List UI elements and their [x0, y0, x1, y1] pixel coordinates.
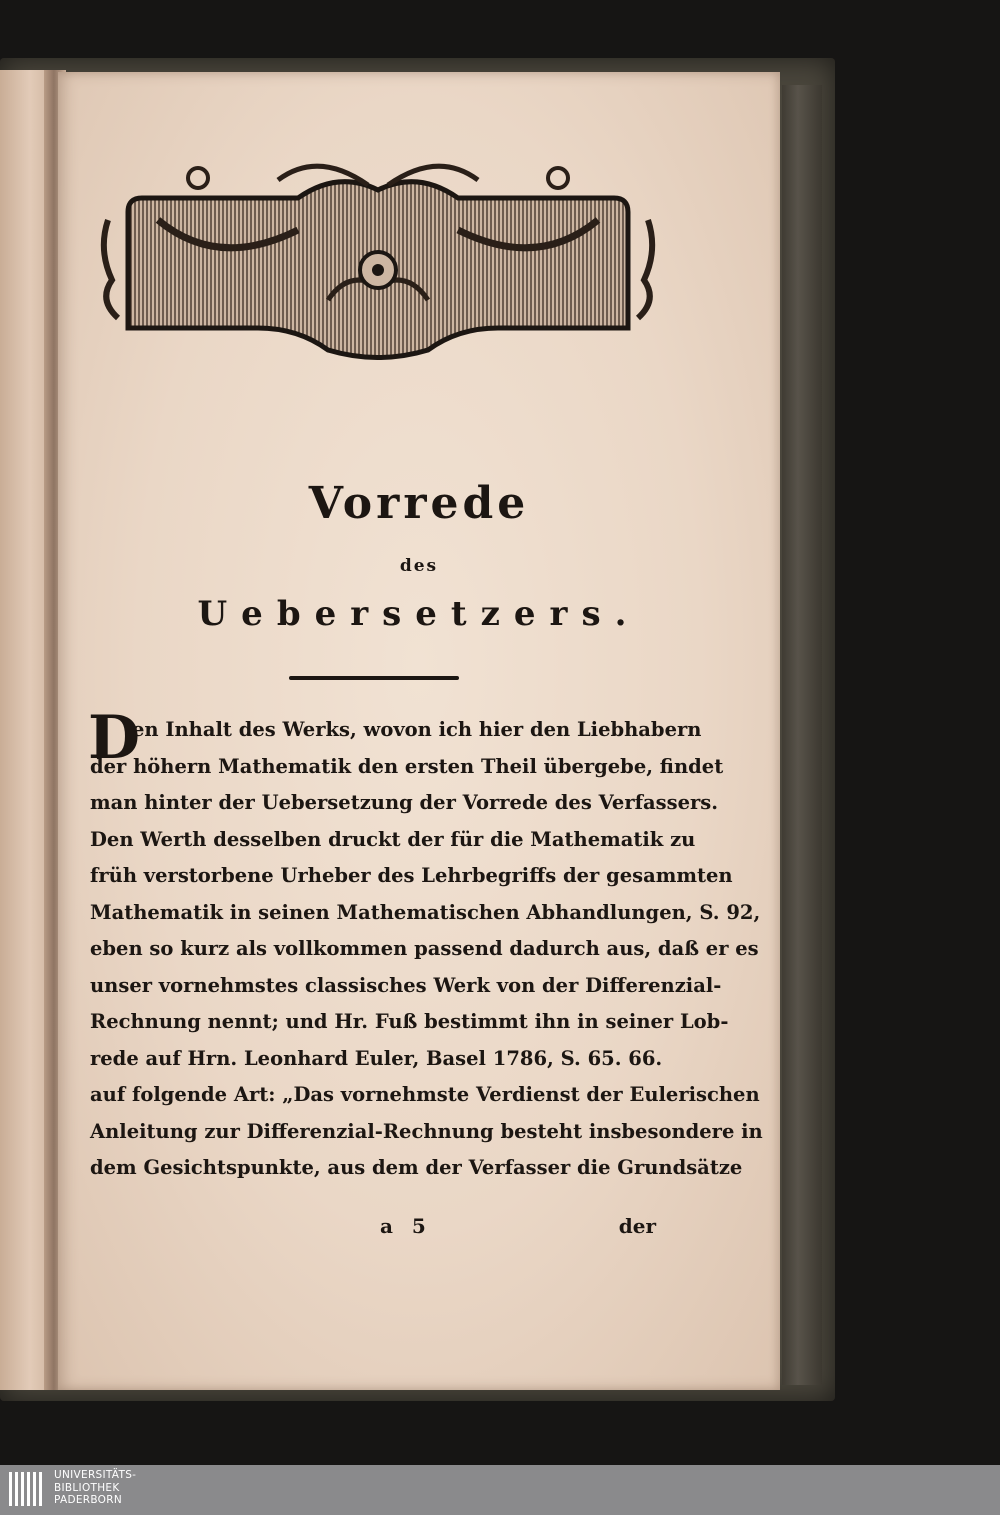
- page-title: Vorrede: [308, 478, 530, 529]
- ornamental-headpiece: [98, 150, 658, 360]
- text-line: Mathematik in seinen Mathematischen Abhandlungen, S. 92,: [90, 900, 761, 924]
- text-line: en Inhalt des Werks, wovon ich hier den Liebhabern: [132, 718, 702, 741]
- catchword: der: [618, 1214, 656, 1238]
- page-footer: [90, 1214, 656, 1244]
- horizontal-rule: [289, 676, 459, 680]
- library-logo-text[interactable]: [54, 1469, 136, 1507]
- drop-cap: D: [88, 703, 141, 773]
- body-text: [88, 703, 763, 1187]
- text-line: eben so kurz als vollkommen passend dadurch aus, daß er es: [90, 937, 759, 960]
- page-title-second: Uebersetzers.: [197, 594, 641, 634]
- logo-line: UNIVERSITÄTS-: [54, 1469, 137, 1481]
- text-line: rede auf Hrn. Leonhard Euler, Basel 1786, S. 65. 66.: [90, 1046, 663, 1070]
- text-line: der höhern Mathematik den ersten Theil übergebe, findet: [90, 754, 724, 778]
- text-line: auf folgende Art: „Das vornehmste Verdienst der Eulerischen: [90, 1083, 760, 1106]
- text-line: unser vornehmstes classisches Werk von der Differenzial-: [90, 973, 722, 997]
- library-logo-icon: [8, 1470, 48, 1508]
- book-spine-edge: [782, 85, 822, 1385]
- text-line: dem Gesichtspunkte, aus dem der Verfasser die Grundsätze: [90, 1156, 743, 1179]
- text-line: Den Werth desselben druckt der für die Mathematik zu: [90, 827, 696, 851]
- logo-line: PADERBORN: [54, 1494, 122, 1506]
- logo-line: BIBLIOTHEK: [54, 1481, 120, 1494]
- text-line: Anleitung zur Differenzial-Rechnung besteht insbesondere in: [90, 1119, 763, 1143]
- text-line: man hinter der Uebersetzung der Vorrede des Verfassers.: [90, 791, 719, 814]
- left-page-edge: [0, 70, 50, 1390]
- page-subtitle: des: [399, 556, 439, 576]
- library-footer-bar: [0, 1465, 1000, 1515]
- text-line: Rechnung nennt; und Hr. Fuß bestimmt ihn in seiner Lob-: [90, 1010, 729, 1033]
- signature-mark: a 5: [380, 1214, 432, 1238]
- text-line: früh verstorbene Urheber des Lehrbegriffs der gesammten: [90, 864, 733, 887]
